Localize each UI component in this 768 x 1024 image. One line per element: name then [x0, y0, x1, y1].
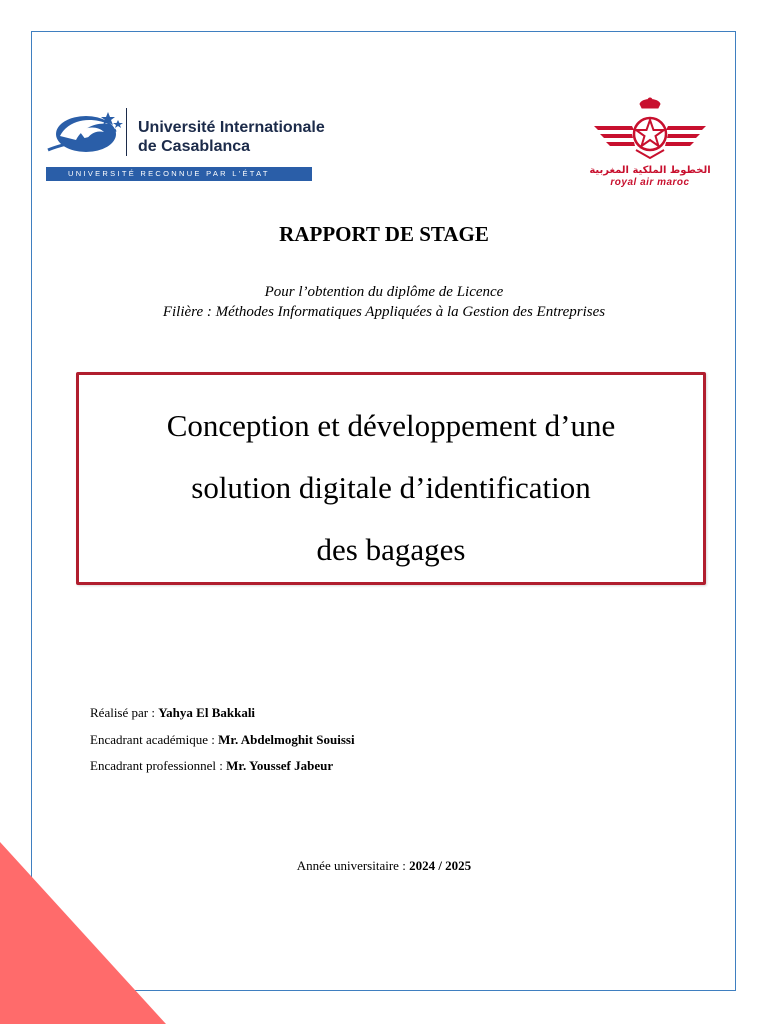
university-name — [138, 118, 325, 156]
credits-block — [90, 700, 355, 780]
report-purpose: Pour l’obtention du diplôme de Licence — [264, 284, 504, 300]
professional-supervisor-line — [90, 753, 355, 780]
professional-supervisor-label: Encadrant professionnel : — [90, 758, 227, 773]
logo-separator — [126, 108, 127, 156]
academic-supervisor-line — [90, 727, 355, 754]
report-subtitle — [0, 282, 768, 322]
thesis-title-line2: solution digitale d’identification — [191, 470, 591, 505]
thesis-title-line3: des bagages — [316, 532, 466, 567]
professional-supervisor-name: Mr. Youssef Jabeur — [226, 758, 334, 773]
academic-year-label: Année universitaire : — [296, 858, 410, 873]
university-name-line1: Université Internationale — [138, 119, 325, 136]
university-name-line2: de Casablanca — [138, 138, 251, 155]
university-tagline: UNIVERSITÉ RECONNUE PAR L'ÉTAT — [46, 167, 312, 181]
thesis-title-line1: Conception et développement d’une — [166, 408, 616, 443]
author-label: Réalisé par : — [90, 705, 159, 720]
author-name: Yahya El Bakkali — [158, 705, 256, 720]
thesis-title-box — [76, 372, 706, 585]
report-type-heading: RAPPORT DE STAGE — [279, 222, 489, 246]
author-line — [90, 700, 355, 727]
airline-name-arabic: الخطوط الملكية المغربية — [589, 165, 711, 176]
airline-name-latin: royal air maroc — [610, 177, 690, 188]
academic-year-value: 2024 / 2025 — [409, 858, 472, 873]
academic-supervisor-label: Encadrant académique : — [90, 731, 219, 747]
thesis-title — [79, 395, 703, 581]
report-track: Filière : Méthodes Informatiques Appliquées à la Gestion des Entreprises — [162, 304, 606, 320]
academic-supervisor-name: Mr. Abdelmoghit Souissi — [218, 731, 355, 747]
academic-year — [0, 858, 768, 874]
